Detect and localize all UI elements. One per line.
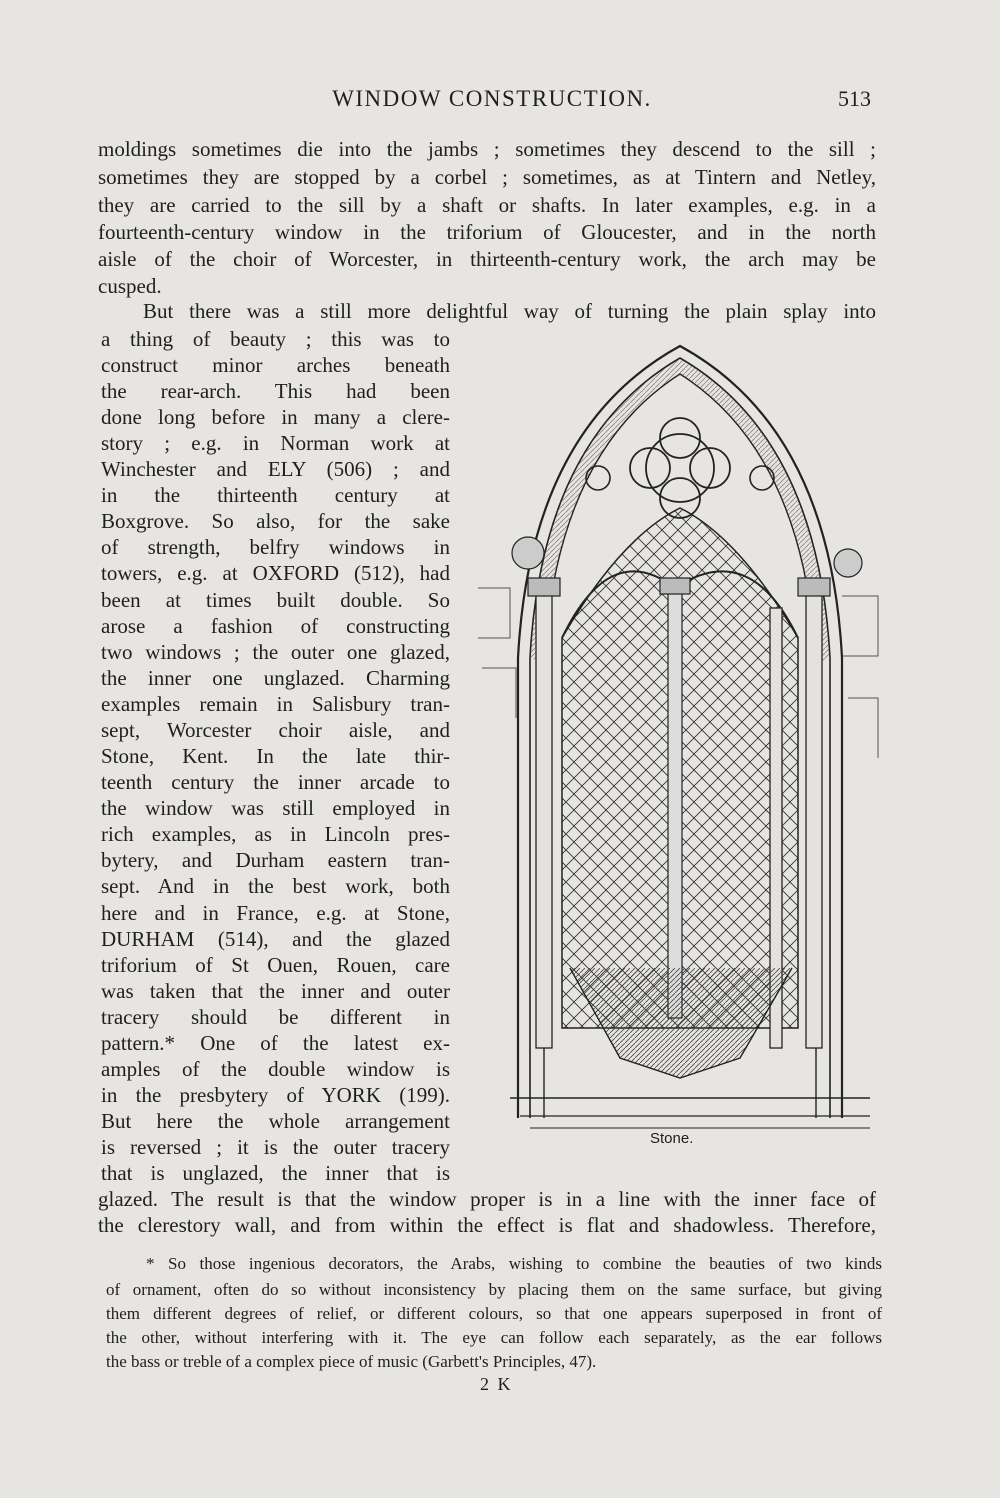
body-line: sept. And in the best work, both [101,874,450,898]
body-line: examples remain in Salisbury tran- [101,692,450,716]
body-line: tracery should be different in [101,1005,450,1029]
body-line: was taken that the inner and outer [101,979,450,1003]
body-line: here and in France, e.g. at Stone, [101,901,450,925]
signature-mark: 2 K [480,1374,513,1394]
body-line: story ; e.g. in Norman work at [101,431,450,455]
body-line: the window was still employed in [101,796,450,820]
body-line: construct minor arches beneath [101,353,450,377]
body-line: the inner one unglazed. Charming [101,666,450,690]
body-line: teenth century the inner arcade to [101,770,450,794]
window-illustration [470,338,880,1138]
body-line: a thing of beauty ; this was to [101,327,450,351]
footnote-line: the other, without interfering with it. The eye can follow each separately, as the ear follows [106,1328,882,1347]
body-line: Winchester and ELY (506) ; and [101,457,450,481]
body-line: Stone, Kent. In the late thir- [101,744,450,768]
body-line: Boxgrove. So also, for the sake [101,509,450,533]
footnote-line: them different degrees of relief, or different colours, so that one appears superposed in front of [106,1304,882,1323]
body-line: fourteenth-century window in the triforium of Gloucester, and in the north [98,220,876,244]
footnote-line: of ornament, often do so without inconsistency by placing them on the same surface, but giving [106,1280,882,1299]
body-line: But there was a still more delightful way of turning the plain splay into [143,299,876,323]
page-header [0,86,1000,126]
running-title: WINDOW CONSTRUCTION. [332,86,652,111]
body-line: done long before in many a clere- [101,405,450,429]
body-line: two windows ; the outer one glazed, [101,640,450,664]
body-line: that is unglazed, the inner that is [101,1161,450,1185]
figure-caption: Stone. [650,1130,694,1147]
body-line: the clerestory wall, and from within the effect is flat and shadowless. Therefore, [98,1213,876,1237]
body-line: the rear-arch. This had been [101,379,450,403]
footnote-line: the bass or treble of a complex piece of music (Garbett's Principles, 47). [106,1352,597,1371]
footnote-line: * So those ingenious decorators, the Arabs, wishing to combine the beauties of two kinds [146,1254,882,1273]
body-line: of strength, belfry windows in [101,535,450,559]
body-line: cusped. [98,274,162,298]
body-line: pattern.* One of the latest ex- [101,1031,450,1055]
body-line: been at times built double. So [101,588,450,612]
body-line: But here the whole arrangement [101,1109,450,1133]
body-line: aisle of the choir of Worcester, in thirteenth-century work, the arch may be [98,247,876,271]
body-line: bytery, and Durham eastern tran- [101,848,450,872]
body-line: arose a fashion of constructing [101,614,450,638]
gothic-window-engraving [470,338,880,1138]
body-line: sept, Worcester choir aisle, and [101,718,450,742]
body-line: in the presbytery of YORK (199). [101,1083,450,1107]
body-line: glazed. The result is that the window proper is in a line with the inner face of [98,1187,876,1211]
body-line: sometimes they are stopped by a corbel ; sometimes, as at Tintern and Netley, [98,165,876,189]
body-line: towers, e.g. at OXFORD (512), had [101,561,450,585]
page-number: 513 [838,86,871,111]
body-line: DURHAM (514), and the glazed [101,927,450,951]
body-line: they are carried to the sill by a shaft or shafts. In later examples, e.g. in a [98,193,876,217]
body-line: in the thirteenth century at [101,483,450,507]
body-line: amples of the double window is [101,1057,450,1081]
body-line: triforium of St Ouen, Rouen, care [101,953,450,977]
body-line: rich examples, as in Lincoln pres- [101,822,450,846]
body-line: is reversed ; it is the outer tracery [101,1135,450,1159]
body-line: moldings sometimes die into the jambs ; sometimes they descend to the sill ; [98,137,876,161]
